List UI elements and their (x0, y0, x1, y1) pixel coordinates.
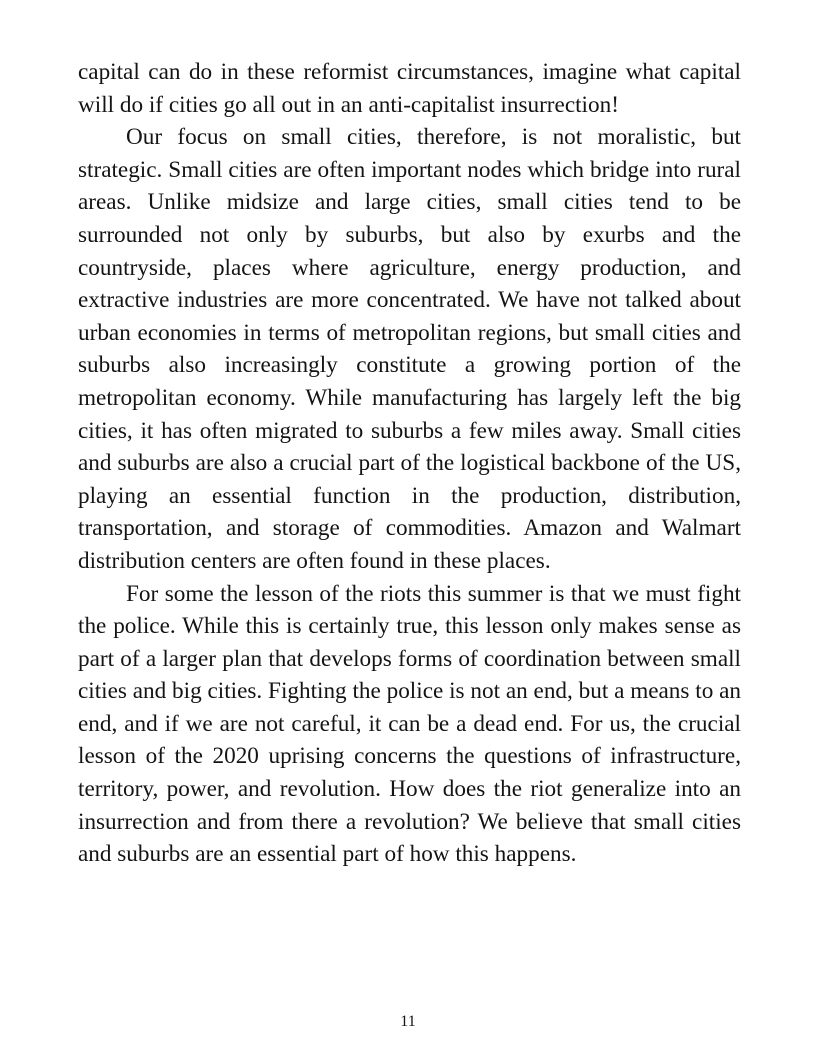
page-body (78, 56, 741, 871)
page-number: 11 (400, 1013, 416, 1030)
paragraph-continued: capital can do in these reformist circumstances, imagine what capital will do if cities go all out in an anti-capitalist insurrection! (78, 59, 741, 118)
paragraph-small-cities-focus: Our focus on small cities, therefore, is not moralistic, but strategic. Small cities are often important nodes which bridge into rural areas. Unlike midsize and large cities, small cities tend to be surrounded not only by suburbs, but also by exurbs and the countryside, places where agriculture, energy production, and extractive industries are more concentrated. We have not talked about urban economies in terms of metropolitan regions, but small cities and suburbs also increasingly constitute a growing portion of the metropolitan economy. While manufacturing has largely left the big cities, it has often migrated to suburbs a few miles away. Small cities and suburbs are also a crucial part of the logistical backbone of the US, playing an essential function in the production, distribution, transportation, and storage of commodities. Amazon and Walmart distribution centers are often found in these places. (78, 124, 741, 574)
paragraph-lesson-of-riots: For some the lesson of the riots this summer is that we must fight the police. While this is certainly true, this lesson only makes sense as part of a larger plan that develops forms of coordination between small cities and big cities. Fighting the police is not an end, but a means to an end, and if we are not careful, it can be a dead end. For us, the crucial lesson of the 2020 uprising concerns the questions of infrastructure, territory, power, and revolution. How does the riot generalize into an insurrection and from there a revolution? We believe that small cities and suburbs are an essential part of how this happens. (78, 580, 741, 868)
